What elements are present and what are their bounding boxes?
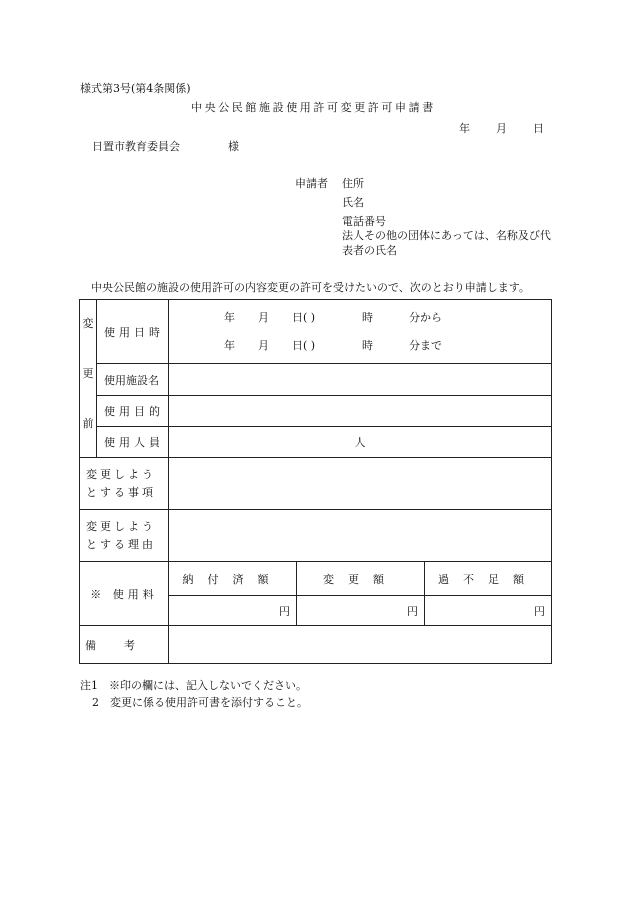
fee-change-yen: 円 [407,604,418,618]
people-unit: 人 [354,436,366,449]
applicant-corporate-note: 法人その他の団体にあっては、名称及び代表者の氏名 [342,229,551,257]
date-month: 月 [496,122,507,135]
fee-diff-label: 過不足額 [425,562,552,596]
note-2: 2 変更に係る使用許可書を添付すること。 [92,696,308,709]
fee-change-field[interactable] [297,596,425,626]
fee-change-label: 変更額 [297,562,425,596]
addressee [92,138,239,154]
form-number: 様式第3号(第4条関係) [80,82,191,95]
from-minute: 分から [409,310,442,324]
fee-diff-field[interactable] [425,596,552,626]
addressee-name: 日置市教育委員会 [92,140,180,153]
note-1: 注1 ※印の欄には、記入しないでください。 [80,679,307,692]
from-year: 年 [224,310,235,324]
change-reason-label: 変更しようとする理由 [80,510,169,562]
usage-datetime-field[interactable] [169,300,552,364]
fee-paid-yen: 円 [279,604,290,618]
change-item-label: 変更しようとする事項 [80,458,169,510]
addressee-honorific: 様 [228,140,239,153]
time-to-row [169,332,551,360]
from-month: 月 [258,310,269,324]
change-reason-field[interactable] [169,510,552,562]
application-table [79,299,552,664]
to-year: 年 [224,338,235,352]
from-day: 日( ) [292,310,316,324]
from-hour: 時 [362,310,373,324]
remarks-field[interactable] [169,626,552,664]
applicant-address-label: 住所 [342,177,364,190]
before-change-label [80,300,97,458]
fee-paid-field[interactable] [169,596,297,626]
fee-label: ※ 使用料 [80,562,169,626]
facility-field[interactable] [169,364,552,396]
before-change-char-2: 更 [82,366,94,380]
applicant-label: 申請者 [295,177,328,190]
document-title: 中央公民館施設使用許可変更許可申請書 [191,101,436,114]
date-year: 年 [459,122,470,135]
time-from-row [169,304,551,332]
fee-paid-label: 納付済額 [169,562,297,596]
intro-text: 中央公民館の施設の使用許可の内容変更の許可を受けたいので、次のとおり申請します。 [91,281,530,294]
before-change-char-3: 前 [82,416,94,430]
people-label: 使用人員 [97,427,169,458]
purpose-label: 使用目的 [97,396,169,427]
fee-diff-yen: 円 [534,604,546,618]
people-field[interactable] [169,427,552,458]
remarks-label: 備考 [80,626,169,664]
change-item-field[interactable] [169,458,552,510]
applicant-phone-label: 電話番号 [342,215,386,228]
to-minute: 分まで [409,338,442,352]
to-hour: 時 [362,338,373,352]
applicant-name-label: 氏名 [342,196,364,209]
date-line [459,120,544,136]
date-day: 日 [533,122,544,135]
before-change-char-1: 変 [82,316,94,330]
facility-label: 使用施設名 [97,364,169,396]
to-day: 日( ) [292,338,316,352]
to-month: 月 [258,338,269,352]
usage-datetime-label: 使用日時 [97,300,169,364]
purpose-field[interactable] [169,396,552,427]
